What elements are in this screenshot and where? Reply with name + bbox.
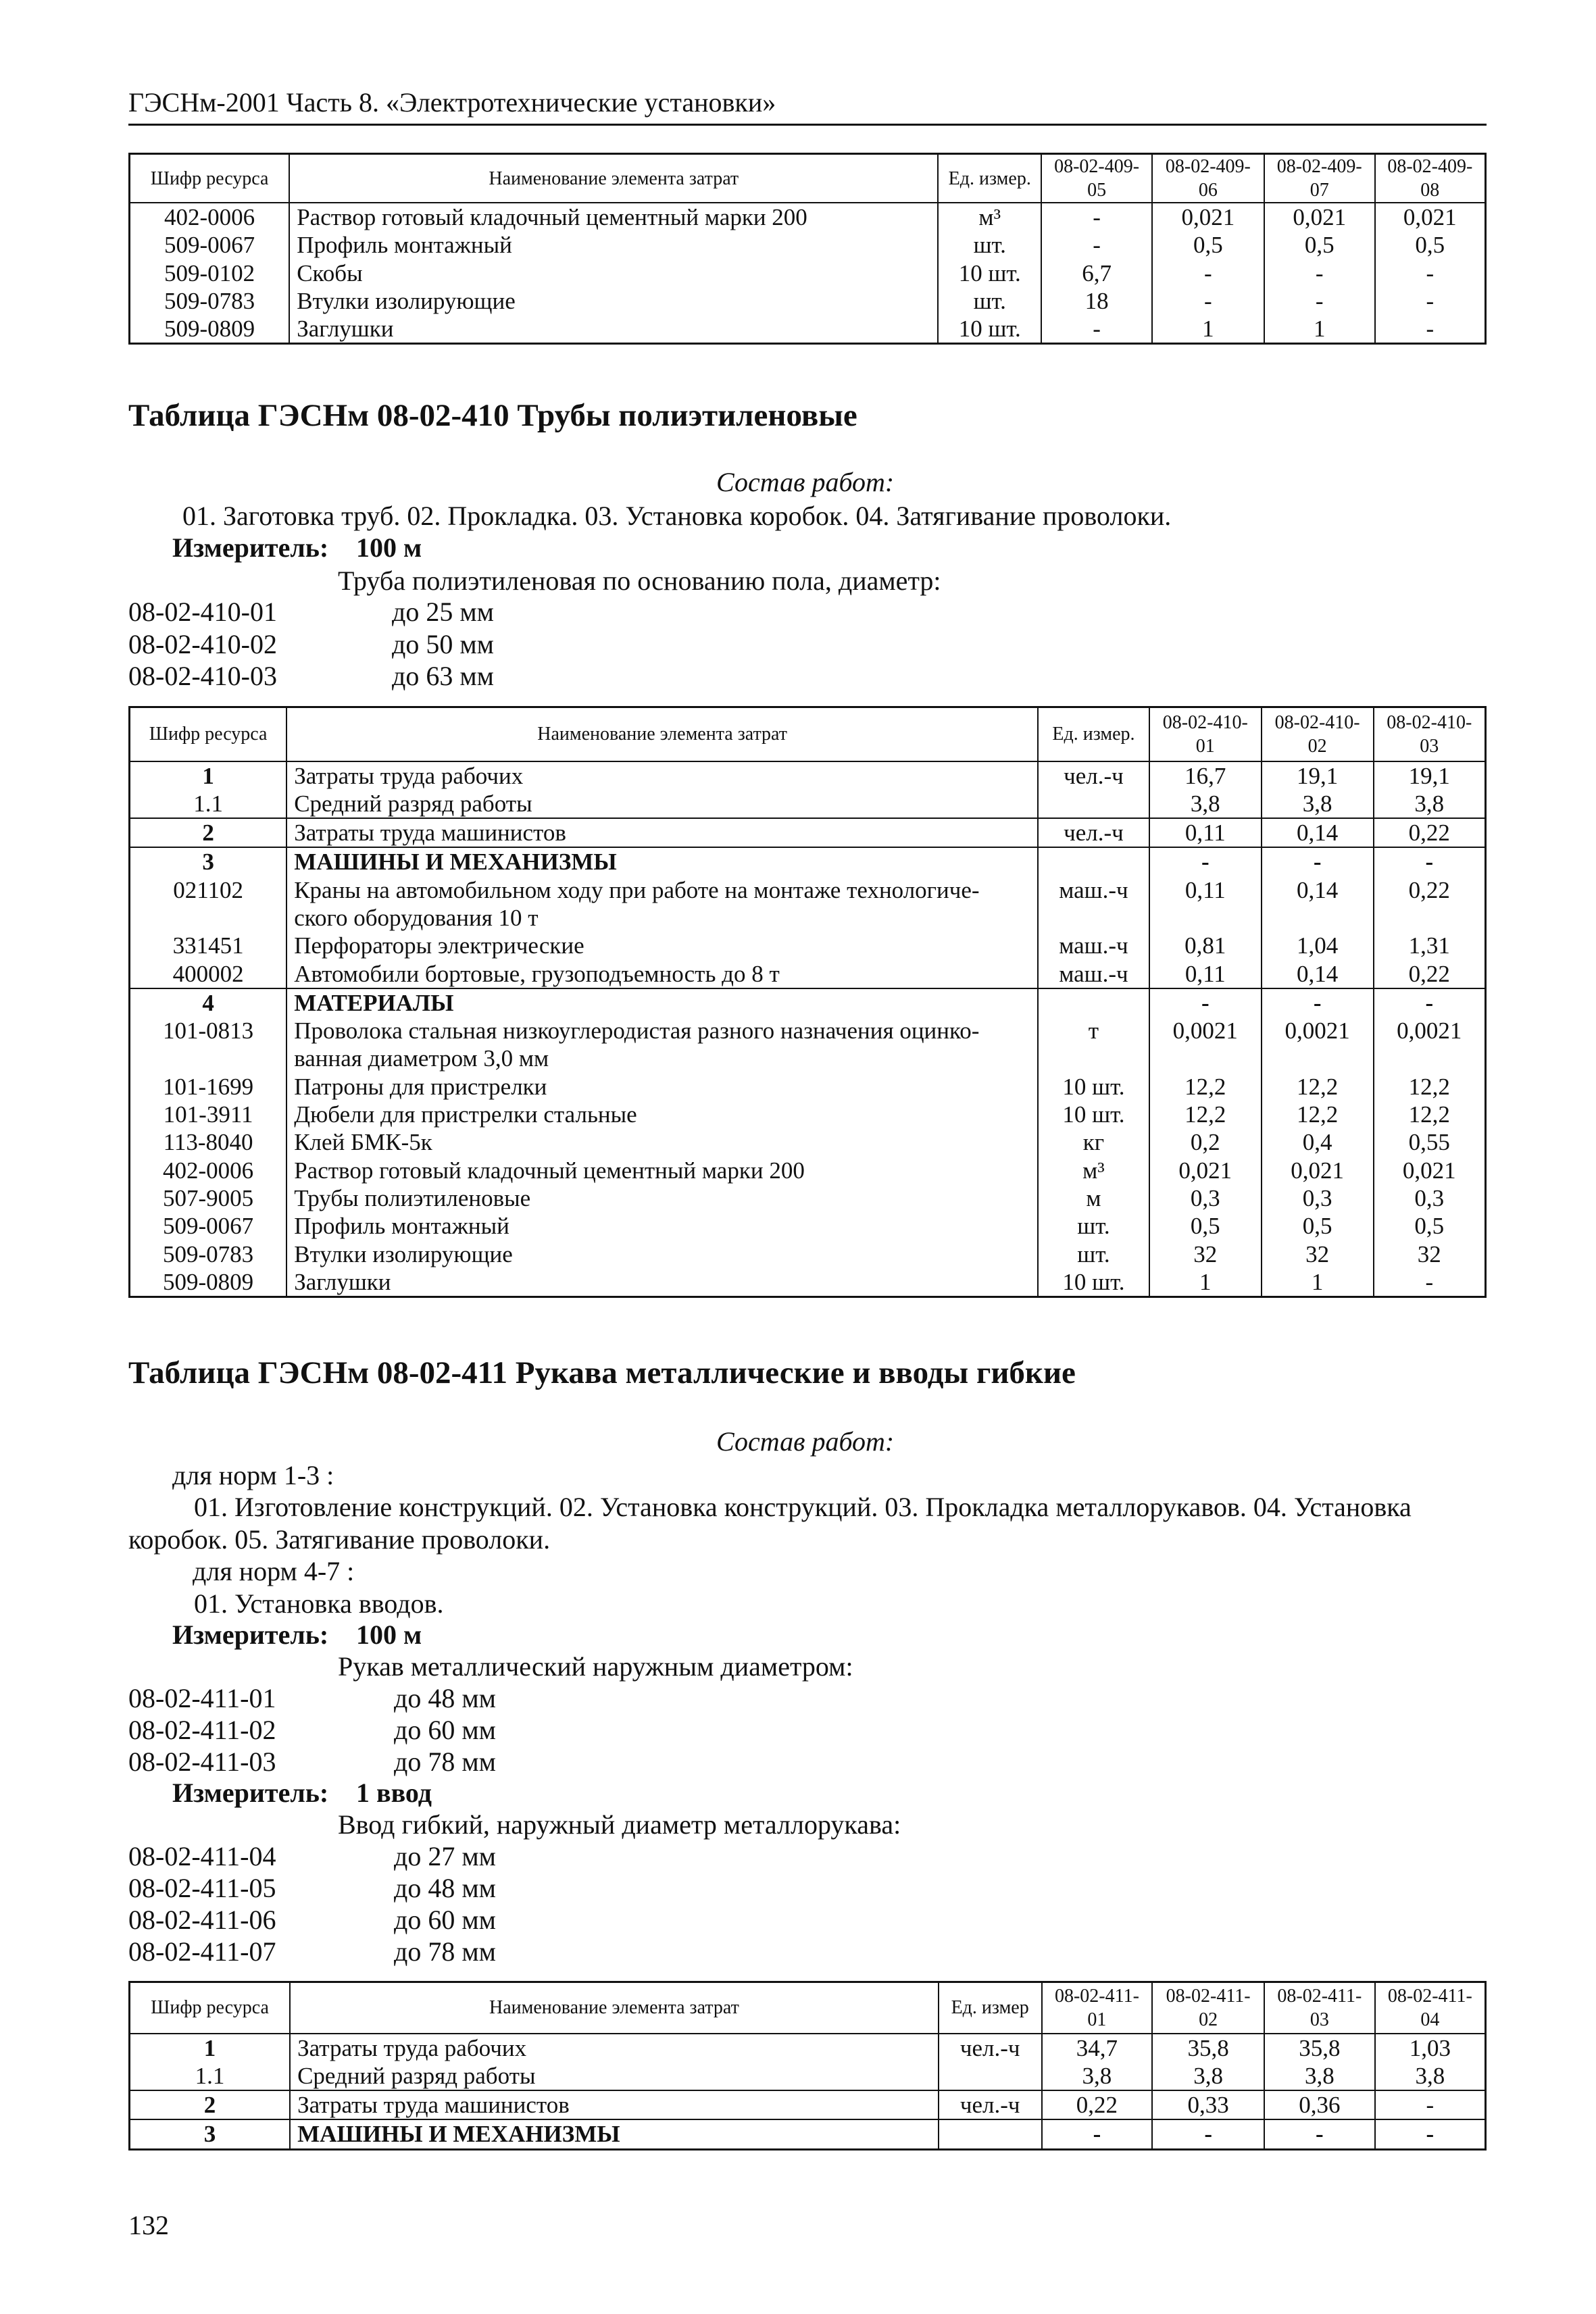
table-cell: Затраты труда рабочих	[286, 761, 1038, 790]
table-cell: 1.1	[130, 790, 287, 818]
table-cell: -	[1374, 1268, 1486, 1297]
table-cell: Втулки изолирующие	[286, 1240, 1038, 1268]
table-cell: 101-1699	[130, 1073, 287, 1101]
table-cell: маш.-ч	[1038, 876, 1149, 932]
table-cell: 10 шт.	[1038, 1073, 1149, 1101]
table-cell: 32	[1262, 1240, 1374, 1268]
table-cell	[1038, 847, 1149, 876]
norm-range: до 48 мм	[394, 1873, 496, 1903]
table-cell: Трубы полиэтиленовые	[286, 1184, 1038, 1212]
table-cell: 0,22	[1042, 2090, 1153, 2119]
table-cell	[1038, 988, 1149, 1017]
table-cell: 0,81	[1149, 932, 1262, 959]
table-cell: 402-0006	[130, 1157, 287, 1184]
table-cell: -	[1041, 315, 1152, 344]
table-cell: Профиль монтажный	[289, 231, 938, 259]
norm-code: 08-02-411-02	[128, 1715, 276, 1745]
table-cell: 10 шт.	[1038, 1268, 1149, 1297]
table-cell: 1,03	[1375, 2034, 1486, 2062]
izmeritel-label: Измеритель:	[172, 1619, 329, 1650]
table-row	[130, 1268, 1486, 1297]
table-cell: Автомобили бортовые, грузоподъемность до 8 т	[286, 960, 1038, 988]
column-header: 08-02-410-01	[1149, 707, 1262, 761]
norm-code: 08-02-411-03	[128, 1746, 276, 1777]
table-row	[130, 818, 1486, 847]
table-row	[130, 1017, 1486, 1073]
table-row	[130, 1128, 1486, 1156]
table-row	[130, 231, 1486, 259]
table-title-411: Таблица ГЭСНм 08-02-411 Рукава металлические и вводы гибкие	[128, 1355, 1076, 1390]
table-cell: Заглушки	[286, 1268, 1038, 1297]
norm-code: 08-02-411-01	[128, 1683, 276, 1713]
table-cell: 6,7	[1041, 259, 1152, 287]
table-cell: 3,8	[1264, 2062, 1375, 2090]
norm-range: до 60 мм	[394, 1905, 496, 1935]
table-cell: 0,021	[1264, 203, 1375, 231]
table-row	[130, 932, 1486, 959]
table-row	[130, 2062, 1486, 2090]
table-cell: -	[1375, 315, 1486, 344]
column-header: 08-02-409-05	[1041, 154, 1152, 203]
norm-code: 08-02-411-04	[128, 1841, 276, 1871]
table-cell: м³	[938, 203, 1041, 231]
table-cell: 0,11	[1149, 876, 1262, 932]
norm-code: 08-02-410-02	[128, 629, 277, 659]
table-cell: 0,021	[1262, 1157, 1374, 1184]
table-cell: 35,8	[1152, 2034, 1264, 2062]
table-cell: Дюбели для пристрелки стальные	[286, 1101, 1038, 1128]
table-cell: -	[1375, 2119, 1486, 2149]
table-row	[130, 1212, 1486, 1240]
table-cell: 1	[1264, 315, 1375, 344]
table-cell: 101-0813	[130, 1017, 287, 1073]
table-cell: -	[1041, 231, 1152, 259]
izmeritel-value: 100 м	[356, 1619, 422, 1650]
table-cell: 34,7	[1042, 2034, 1153, 2062]
table-cell: Профиль монтажный	[286, 1212, 1038, 1240]
table-cell: 0,11	[1149, 818, 1262, 847]
table-cell: 4	[130, 988, 287, 1017]
table-row	[130, 1157, 1486, 1184]
norm-code: 08-02-411-06	[128, 1905, 276, 1935]
table-cell: Средний разряд работы	[290, 2062, 939, 2090]
table-cell: 0,5	[1374, 1212, 1486, 1240]
table-cell: 509-0102	[130, 259, 290, 287]
table-cell: шт.	[1038, 1240, 1149, 1268]
table-cell: Краны на автомобильном ходу при работе на монтаже технологиче-ского оборудования 10 т	[286, 876, 1038, 932]
table-row	[130, 1184, 1486, 1212]
table-cell: 3,8	[1375, 2062, 1486, 2090]
table-cell: 0,55	[1374, 1128, 1486, 1156]
column-header: 08-02-411-01	[1042, 1982, 1153, 2034]
table-cell: 3,8	[1152, 2062, 1264, 2090]
table-cell: 0,5	[1375, 231, 1486, 259]
table-cell: шт.	[938, 231, 1041, 259]
column-header: 08-02-411-02	[1152, 1982, 1264, 2034]
table-cell: 1,31	[1374, 932, 1486, 959]
resource-table-410	[128, 706, 1487, 1298]
table-cell: 35,8	[1264, 2034, 1375, 2062]
table-cell: Заглушки	[289, 315, 938, 344]
sostav-text: 01. Установка вводов.	[194, 1588, 444, 1619]
table-cell: кг	[1038, 1128, 1149, 1156]
table-cell: -	[1375, 259, 1486, 287]
table-cell: 16,7	[1149, 761, 1262, 790]
table-cell: 402-0006	[130, 203, 290, 231]
table-cell: 3,8	[1262, 790, 1374, 818]
table-cell: 3	[130, 847, 287, 876]
table-row	[130, 847, 1486, 876]
table-row	[130, 315, 1486, 344]
table-row	[130, 761, 1486, 790]
norm-description: Рукав металлический наружным диаметром:	[338, 1651, 853, 1682]
table-cell: -	[1375, 287, 1486, 315]
table-row	[130, 1101, 1486, 1128]
norm-description: Труба полиэтиленовая по основанию пола, диаметр:	[338, 565, 941, 596]
norm-code: 08-02-410-03	[128, 661, 277, 691]
table-cell: -	[1264, 259, 1375, 287]
table-cell: Клей БМК-5к	[286, 1128, 1038, 1156]
table-cell: 0,4	[1262, 1128, 1374, 1156]
table-cell: -	[1264, 287, 1375, 315]
table-cell: -	[1152, 2119, 1264, 2149]
table-header-row	[130, 154, 1486, 203]
table-header-row	[130, 707, 1486, 761]
table-cell: 0,021	[1152, 203, 1264, 231]
table-cell: чел.-ч	[939, 2034, 1042, 2062]
table-cell: 12,2	[1262, 1101, 1374, 1128]
table-cell: 101-3911	[130, 1101, 287, 1128]
column-header: Ед. измер.	[938, 154, 1041, 203]
table-cell: 12,2	[1262, 1073, 1374, 1101]
table-row	[130, 876, 1486, 932]
table-cell: 0,5	[1264, 231, 1375, 259]
izmeritel-value: 100 м	[356, 532, 422, 563]
column-header: 08-02-409-06	[1152, 154, 1264, 203]
table-cell: -	[1152, 259, 1264, 287]
table-cell: -	[1262, 847, 1374, 876]
norm-range: до 48 мм	[394, 1683, 496, 1713]
table-cell: МАШИНЫ И МЕХАНИЗМЫ	[286, 847, 1038, 876]
norms-note: для норм 1-3 :	[172, 1460, 334, 1490]
table-cell: 0,14	[1262, 818, 1374, 847]
table-cell: 12,2	[1374, 1073, 1486, 1101]
table-cell: -	[1041, 203, 1152, 231]
table-cell: 12,2	[1374, 1101, 1486, 1128]
izmeritel-label: Измеритель:	[172, 1778, 329, 1808]
norm-range: до 63 мм	[392, 661, 494, 691]
table-cell: 509-0067	[130, 1212, 287, 1240]
table-cell: Затраты труда машинистов	[286, 818, 1038, 847]
norm-range: до 60 мм	[394, 1715, 496, 1745]
table-cell: шт.	[1038, 1212, 1149, 1240]
table-cell: чел.-ч	[939, 2090, 1042, 2119]
table-cell: 0,0021	[1262, 1017, 1374, 1073]
table-cell: 509-0783	[130, 287, 290, 315]
table-cell: чел.-ч	[1038, 761, 1149, 790]
table-cell: шт.	[938, 287, 1041, 315]
column-header: Шифр ресурса	[130, 707, 287, 761]
table-cell: 10 шт.	[938, 315, 1041, 344]
table-cell: 19,1	[1374, 761, 1486, 790]
table-cell: 0,021	[1149, 1157, 1262, 1184]
izmeritel-value: 1 ввод	[356, 1778, 432, 1808]
table-cell: Раствор готовый кладочный цементный марки 200	[286, 1157, 1038, 1184]
table-cell: 0,22	[1374, 818, 1486, 847]
norm-range: до 78 мм	[394, 1746, 496, 1777]
table-cell: 18	[1041, 287, 1152, 315]
norms-note: для норм 4-7 :	[193, 1556, 355, 1586]
table-row	[130, 287, 1486, 315]
table-row	[130, 960, 1486, 988]
table-cell: 0,0021	[1149, 1017, 1262, 1073]
table-cell: 509-0783	[130, 1240, 287, 1268]
table-cell: 19,1	[1262, 761, 1374, 790]
table-cell: МАТЕРИАЛЫ	[286, 988, 1038, 1017]
table-cell: -	[1375, 2090, 1486, 2119]
table-cell: -	[1152, 287, 1264, 315]
table-cell: 2	[130, 2090, 291, 2119]
table-cell: 509-0067	[130, 231, 290, 259]
column-header: Наименование элемента затрат	[286, 707, 1038, 761]
column-header: Шифр ресурса	[130, 1982, 291, 2034]
table-cell: 0,14	[1262, 960, 1374, 988]
column-header: Ед. измер.	[1038, 707, 1149, 761]
table-cell: 2	[130, 818, 287, 847]
table-cell: -	[1149, 847, 1262, 876]
table-cell: -	[1374, 988, 1486, 1017]
sostav-text: 01. Изготовление конструкций. 02. Установка конструкций. 03. Прокладка металлорукавов. 04. Установка	[194, 1492, 1412, 1522]
table-cell: 12,2	[1149, 1101, 1262, 1128]
table-row	[130, 1240, 1486, 1268]
sostav-label: Состав работ:	[716, 467, 895, 497]
norm-code: 08-02-411-05	[128, 1873, 276, 1903]
table-cell: 0,2	[1149, 1128, 1262, 1156]
column-header: 08-02-410-02	[1262, 707, 1374, 761]
norm-code: 08-02-411-07	[128, 1936, 276, 1967]
table-cell: 0,021	[1374, 1157, 1486, 1184]
table-cell: 1,04	[1262, 932, 1374, 959]
table-cell: 10 шт.	[938, 259, 1041, 287]
norm-range: до 50 мм	[392, 629, 494, 659]
table-cell: 0,14	[1262, 876, 1374, 932]
table-cell: 1	[130, 761, 287, 790]
table-row	[130, 2034, 1486, 2062]
table-cell: 400002	[130, 960, 287, 988]
norm-range: до 27 мм	[394, 1841, 496, 1871]
table-cell: -	[1042, 2119, 1153, 2149]
page-number: 132	[128, 2210, 169, 2240]
table-cell: 1	[1262, 1268, 1374, 1297]
table-cell	[939, 2062, 1042, 2090]
table-cell: чел.-ч	[1038, 818, 1149, 847]
table-cell: 0,22	[1374, 876, 1486, 932]
table-header-row	[130, 1982, 1486, 2034]
table-cell: 32	[1374, 1240, 1486, 1268]
column-header: 08-02-411-03	[1264, 1982, 1375, 2034]
page-header: ГЭСНм-2001 Часть 8. «Электротехнические установки»	[128, 86, 1487, 126]
table-cell: 0,3	[1374, 1184, 1486, 1212]
table-cell: -	[1262, 988, 1374, 1017]
table-cell: 0,22	[1374, 960, 1486, 988]
sostav-text: коробок. 05. Затягивание проволоки.	[128, 1524, 551, 1555]
table-cell: 1	[1149, 1268, 1262, 1297]
table-cell: 10 шт.	[1038, 1101, 1149, 1128]
table-row	[130, 2090, 1486, 2119]
norm-range: до 25 мм	[392, 597, 494, 627]
column-header: 08-02-409-07	[1264, 154, 1375, 203]
table-row	[130, 2119, 1486, 2149]
table-cell: м	[1038, 1184, 1149, 1212]
table-cell: 32	[1149, 1240, 1262, 1268]
table-cell: 3,8	[1042, 2062, 1153, 2090]
table-cell: 0,5	[1149, 1212, 1262, 1240]
norm-range: до 78 мм	[394, 1936, 496, 1967]
table-cell: т	[1038, 1017, 1149, 1073]
column-header: 08-02-411-04	[1375, 1982, 1486, 2034]
table-row	[130, 790, 1486, 818]
table-cell: -	[1374, 847, 1486, 876]
table-cell: Втулки изолирующие	[289, 287, 938, 315]
column-header: Наименование элемента затрат	[289, 154, 938, 203]
table-title-410: Таблица ГЭСНм 08-02-410 Трубы полиэтиленовые	[128, 398, 857, 433]
column-header: 08-02-410-03	[1374, 707, 1486, 761]
table-cell: 331451	[130, 932, 287, 959]
table-row	[130, 259, 1486, 287]
column-header: Шифр ресурса	[130, 154, 290, 203]
table-cell: 3	[130, 2119, 291, 2149]
table-cell: 3,8	[1149, 790, 1262, 818]
sostav-text: 01. Заготовка труб. 02. Прокладка. 03. Установка коробок. 04. Затягивание проволоки.	[182, 501, 1172, 531]
sostav-label: Состав работ:	[716, 1426, 895, 1457]
table-cell: 507-9005	[130, 1184, 287, 1212]
table-row	[130, 203, 1486, 231]
table-cell: 0,3	[1149, 1184, 1262, 1212]
table-row	[130, 988, 1486, 1017]
table-cell: Затраты труда рабочих	[290, 2034, 939, 2062]
table-cell: 0,3	[1262, 1184, 1374, 1212]
table-cell: 1	[130, 2034, 291, 2062]
table-cell: Проволока стальная низкоуглеродистая разного назначения оцинко-ванная диаметром 3,0 мм	[286, 1017, 1038, 1073]
table-cell: 0,11	[1149, 960, 1262, 988]
table-cell: маш.-ч	[1038, 960, 1149, 988]
column-header: Ед. измер	[939, 1982, 1042, 2034]
norm-description: Ввод гибкий, наружный диаметр металлорукава:	[338, 1809, 901, 1840]
norm-code: 08-02-410-01	[128, 597, 277, 627]
table-cell: Патроны для пристрелки	[286, 1073, 1038, 1101]
table-cell: маш.-ч	[1038, 932, 1149, 959]
column-header: Наименование элемента затрат	[290, 1982, 939, 2034]
table-row	[130, 1073, 1486, 1101]
column-header: 08-02-409-08	[1375, 154, 1486, 203]
table-cell: Затраты труда машинистов	[290, 2090, 939, 2119]
table-cell: 0,5	[1262, 1212, 1374, 1240]
table-cell: Средний разряд работы	[286, 790, 1038, 818]
table-cell: Перфораторы электрические	[286, 932, 1038, 959]
table-cell: м³	[1038, 1157, 1149, 1184]
table-cell: 0,0021	[1374, 1017, 1486, 1073]
table-cell: Скобы	[289, 259, 938, 287]
table-cell: 0,36	[1264, 2090, 1375, 2119]
table-cell: 113-8040	[130, 1128, 287, 1156]
table-cell: МАШИНЫ И МЕХАНИЗМЫ	[290, 2119, 939, 2149]
table-cell	[939, 2119, 1042, 2149]
table-cell: 12,2	[1149, 1073, 1262, 1101]
resource-table-411	[128, 1981, 1487, 2150]
table-cell: 3,8	[1374, 790, 1486, 818]
table-cell: 1.1	[130, 2062, 291, 2090]
table-cell: 0,021	[1375, 203, 1486, 231]
table-cell: 509-0809	[130, 1268, 287, 1297]
table-cell: Раствор готовый кладочный цементный марки 200	[289, 203, 938, 231]
table-cell: -	[1264, 2119, 1375, 2149]
table-cell: 021102	[130, 876, 287, 932]
izmeritel-label: Измеритель:	[172, 532, 329, 563]
table-cell: 509-0809	[130, 315, 290, 344]
table-cell: 1	[1152, 315, 1264, 344]
table-cell: -	[1149, 988, 1262, 1017]
table-cell: 0,33	[1152, 2090, 1264, 2119]
table-cell	[1038, 790, 1149, 818]
resource-table-409	[128, 153, 1487, 345]
table-cell: 0,5	[1152, 231, 1264, 259]
